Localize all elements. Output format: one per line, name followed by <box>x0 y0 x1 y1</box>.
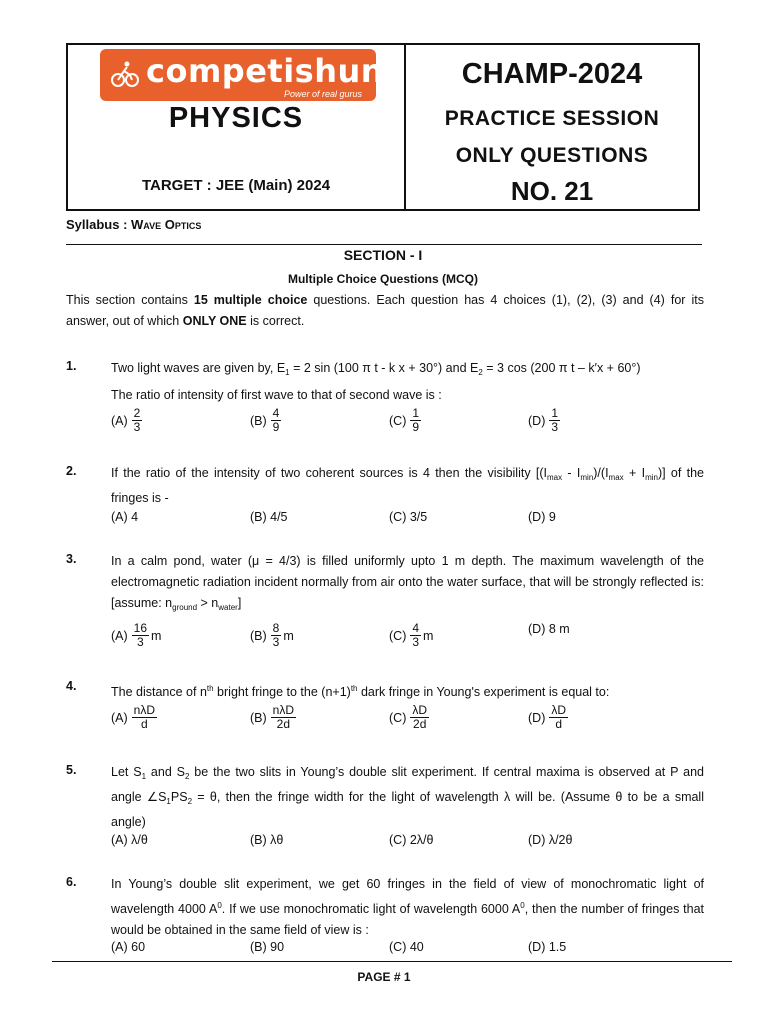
syllabus <box>66 217 201 232</box>
q-text: )/(I <box>593 466 609 480</box>
sheet-number: NO. 21 <box>510 176 594 206</box>
option-c[interactable]: (C) 40 <box>389 940 424 954</box>
option-a[interactable]: (A) 4 <box>111 510 139 524</box>
fraction <box>549 704 568 731</box>
fraction <box>132 622 149 649</box>
q-text: If the ratio of the intensity of two coherent sources is 4 then the visibility [(I <box>111 466 547 480</box>
denominator: 3 <box>133 420 141 434</box>
q-text-line2: The ratio of intensity of first wave to that of second wave is : <box>111 388 442 402</box>
section-title: SECTION - I <box>343 247 423 263</box>
option-b[interactable] <box>250 407 281 434</box>
option-label: (A) <box>111 628 128 643</box>
header-box <box>66 43 700 211</box>
option-a[interactable]: (A) 60 <box>111 940 146 954</box>
option-label: (A) <box>111 710 128 725</box>
option-a[interactable] <box>111 622 161 649</box>
q-text: , then the number of fringes that would be obtained in the same field of view is : <box>111 902 704 937</box>
q-text: ] <box>237 596 242 610</box>
q-sub: water <box>218 603 238 612</box>
option-b[interactable]: (B) λθ <box>250 833 284 847</box>
denominator: d <box>555 717 563 731</box>
q-text: PS <box>170 790 188 804</box>
question-text <box>111 678 704 703</box>
fraction <box>132 407 143 434</box>
denominator: 3 <box>137 635 144 649</box>
option-b[interactable]: (B) 90 <box>250 940 285 954</box>
option-c[interactable] <box>389 704 429 731</box>
option-label: (C) <box>389 710 407 725</box>
option-d[interactable] <box>528 407 560 434</box>
fraction <box>549 407 560 434</box>
q-sub: 1 <box>166 797 171 806</box>
q-sub: ground <box>172 603 198 612</box>
logo-text: competishun <box>146 52 385 90</box>
question-2 <box>66 463 704 527</box>
option-label: (B) <box>250 710 267 725</box>
option-d[interactable]: (D) 1.5 <box>528 940 567 954</box>
q-text: = 3 cos (200 π t – k′x + 60°) <box>482 361 641 375</box>
fraction <box>271 407 282 434</box>
denominator: 3 <box>551 420 559 434</box>
numerator: nλD <box>133 703 156 717</box>
option-label: (D) <box>528 710 546 725</box>
option-c[interactable]: (C) 3/5 <box>389 510 428 524</box>
q-sup: th <box>206 684 214 693</box>
numerator: λD <box>551 703 567 717</box>
option-b[interactable] <box>250 704 296 731</box>
denominator: 3 <box>272 635 280 649</box>
section-instructions <box>66 290 704 332</box>
fraction <box>410 704 429 731</box>
question-3 <box>66 551 704 661</box>
question-text <box>111 358 704 406</box>
option-label: (B) <box>250 628 267 643</box>
q-text: be the two slits in Young’s double slit experiment. If central maxima is observed at P and angle ∠S <box>111 765 704 804</box>
question-number: 1. <box>66 359 77 373</box>
footer-divider <box>52 961 732 962</box>
option-b[interactable] <box>250 622 294 649</box>
syllabus-label: Syllabus : <box>66 217 132 232</box>
q-sub: 2 <box>187 797 193 806</box>
q-text: > n <box>197 596 219 610</box>
option-c[interactable]: (C) 2λ/θ <box>389 833 434 847</box>
q-sub: max <box>547 473 563 482</box>
option-label: (C) <box>389 628 407 643</box>
question-number: 2. <box>66 464 77 478</box>
options <box>111 622 704 652</box>
fraction <box>271 622 282 649</box>
option-d[interactable]: (D) λ/2θ <box>528 833 573 847</box>
denominator: 9 <box>272 420 280 434</box>
q-text: )] of the fringes is - <box>111 466 704 505</box>
subject-title: PHYSICS <box>168 102 304 134</box>
q-sub: max <box>608 473 624 482</box>
header-right <box>406 45 698 209</box>
option-label: (B) <box>250 413 267 428</box>
q-text: + I <box>623 466 646 480</box>
numerator: 4 <box>412 621 420 635</box>
q-sub: 2 <box>478 368 483 377</box>
q-sub: 1 <box>285 368 290 377</box>
unit: m <box>151 628 162 643</box>
syllabus-topic: Wave Optics <box>131 217 202 232</box>
option-label: (A) <box>111 413 128 428</box>
question-text <box>111 551 704 618</box>
logo-tagline: Power of real gurus <box>283 89 362 99</box>
fraction <box>410 622 421 649</box>
fraction <box>132 704 157 731</box>
options <box>111 833 704 863</box>
question-1 <box>66 358 704 448</box>
unit: m <box>423 628 434 643</box>
numerator: 4 <box>272 406 280 420</box>
practice-session-label: PRACTICE SESSION <box>444 107 660 130</box>
numerator: nλD <box>272 703 295 717</box>
q-sup: 0 <box>217 901 222 910</box>
question-text <box>111 874 704 941</box>
numerator: 1 <box>551 406 559 420</box>
option-c[interactable] <box>389 622 433 649</box>
option-a[interactable] <box>111 407 142 434</box>
intro-bold: 15 multiple choice <box>193 293 308 307</box>
q-text: In Young’s double slit experiment, we get 60 fringes in the field of view of monochromatic light of wavelength 4000 A <box>111 877 704 916</box>
question-number: 5. <box>66 763 77 777</box>
numerator: λD <box>412 703 428 717</box>
question-number: 4. <box>66 679 77 693</box>
cyclist-icon <box>110 59 140 89</box>
question-5 <box>66 762 704 857</box>
options <box>111 510 704 540</box>
q-sub: 1 <box>141 772 147 781</box>
intro-text: is correct. <box>246 314 305 328</box>
denominator: d <box>141 717 148 731</box>
q-sup: th <box>350 684 358 693</box>
options <box>111 940 704 970</box>
brand-logo <box>100 49 385 101</box>
q-text: In a calm pond, water (μ = 4/3) is filled uniformly upto 1 m depth. The maximum wavelength of the electromagnetic radiation incident normally from air onto the water surface, that will be strongly reflected is: [assume: n <box>111 554 704 610</box>
q-text: . If we use monochromatic light of wavelength 6000 A <box>221 902 521 916</box>
target-exam: TARGET : JEE (Main) 2024 <box>141 177 331 194</box>
numerator: 8 <box>272 621 280 635</box>
numerator: 1 <box>412 406 420 420</box>
option-a[interactable] <box>111 704 157 731</box>
option-d[interactable]: (D) 9 <box>528 510 556 524</box>
option-c[interactable] <box>389 407 421 434</box>
intro-text: This section contains <box>66 293 194 307</box>
q-sub: min <box>580 473 594 482</box>
numerator: 2 <box>133 406 141 420</box>
q-text: Two light waves are given by, E <box>111 361 286 375</box>
q-text: bright fringe to the (n+1) <box>213 685 351 699</box>
option-b[interactable]: (B) 4/5 <box>250 510 288 524</box>
denominator: 2d <box>276 717 291 731</box>
question-4 <box>66 678 704 740</box>
q-text: and S <box>146 765 185 779</box>
only-questions-label: ONLY QUESTIONS <box>455 144 649 167</box>
question-text <box>111 463 704 509</box>
denominator: 3 <box>412 635 420 649</box>
q-text: dark fringe in Young's experiment is equal to: <box>357 685 610 699</box>
q-sub: 2 <box>184 772 190 781</box>
options <box>111 704 704 734</box>
option-label: (C) <box>389 413 407 428</box>
q-sub: min <box>645 473 658 482</box>
divider <box>66 244 702 245</box>
q-text: The distance of n <box>111 685 207 699</box>
q-text: = 2 sin (100 π t - k x + 30°) and E <box>289 361 479 375</box>
q-text: Let S <box>111 765 142 779</box>
q-text: - I <box>562 466 581 480</box>
q-text: = θ, then the fringe width for the light of wavelength λ will be. (Assume θ to be a small angle) <box>111 790 704 829</box>
page-number: PAGE # 1 <box>357 970 411 984</box>
option-d[interactable]: (D) 8 m <box>528 622 570 636</box>
champ-title: CHAMP-2024 <box>461 58 643 90</box>
question-number: 3. <box>66 552 77 566</box>
fraction <box>271 704 296 731</box>
intro-bold: ONLY ONE <box>182 314 247 328</box>
option-label: (D) <box>528 413 546 428</box>
section-subtitle: Multiple Choice Questions (MCQ) <box>287 272 478 286</box>
option-a[interactable]: (A) λ/θ <box>111 833 148 847</box>
question-6 <box>66 874 704 960</box>
intro-text: questions. Each question has 4 choices (1), (2), (3) and (4) for its answer, out of which <box>66 293 704 328</box>
unit: m <box>283 628 294 643</box>
denominator: 9 <box>412 420 420 434</box>
numerator: 16 <box>133 621 148 635</box>
options <box>111 407 704 437</box>
option-d[interactable] <box>528 704 568 731</box>
question-number: 6. <box>66 875 77 889</box>
q-sup: 0 <box>520 901 525 910</box>
header-left <box>68 45 406 209</box>
question-text <box>111 762 704 833</box>
denominator: 2d <box>413 717 427 731</box>
fraction <box>410 407 421 434</box>
